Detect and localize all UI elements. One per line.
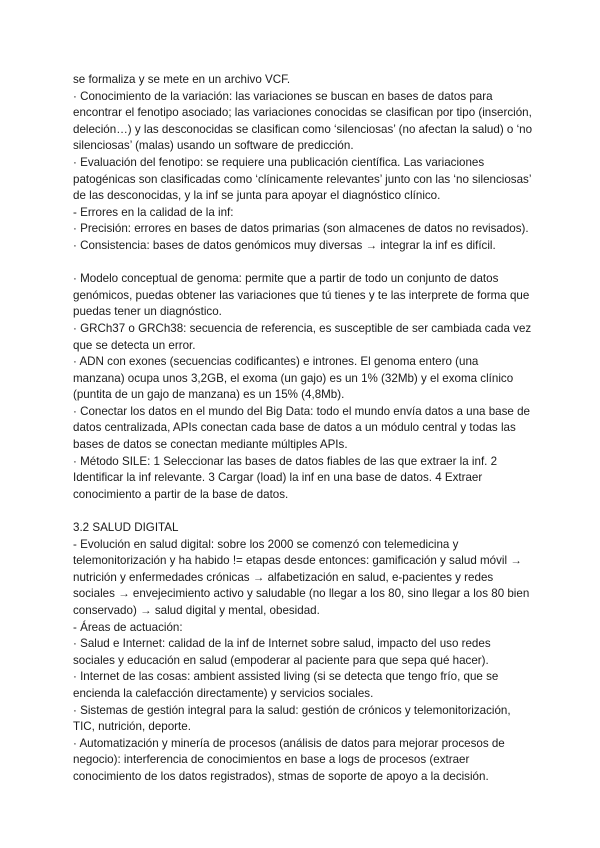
paragraph: · Método SILE: 1 Seleccionar las bases de datos fiables de las que extraer la inf. 2 Identificar la inf relevante. 3 Cargar (load) la inf en una base de datos. 4 Extraer conocimiento a partir de la base de datos. — [73, 454, 501, 501]
paragraph: - Áreas de actuación: — [73, 620, 183, 634]
section-heading: 3.2 SALUD DIGITAL — [73, 521, 179, 535]
section-variant-analysis — [73, 72, 536, 255]
paragraph: · GRCh37 o GRCh38: secuencia de referencia, es susceptible de ser cambiada cada vez que se detecta un error. — [73, 321, 535, 352]
section-digital-health — [73, 520, 533, 786]
paragraph: · Internet de las cosas: ambient assisted living (si se detecta que tengo frío, que se encienda la calefacción directamente) y servicios sociales. — [73, 670, 502, 700]
paragraph: · Consistencia: bases de datos genómicos muy diversas → integrar la inf es difícil. — [73, 238, 496, 252]
paragraph-gap — [73, 255, 533, 272]
paragraph: - Errores en la calidad de la inf: — [73, 205, 234, 219]
paragraph: · Automatización y minería de procesos (análisis de datos para mejorar procesos de negocio): interferencia de conocimientos en base a logs de procesos (extraer conocimiento de los datos registrados), stmas de soporte de apoyo a la decisión. — [73, 736, 508, 783]
paragraph: · Salud e Internet: calidad de la inf de Internet sobre salud, impacto del uso redes sociales y educación en salud (empoderar al paciente para que sepa qué hacer). — [73, 637, 494, 667]
paragraph: - Evolución en salud digital: sobre los 2000 se comenzó con telemedicina y telemonitorización y ha habido != etapas desde entonces: gamificación y salud móvil → nutrición y enfermedades crónicas → alfabetización en salud, e-pacientes y redes sociales → envejecimiento activo y saludable (no llegar a los 80, sino llegar a los 80 bien conservado) → salud digital y mental, obesidad. — [73, 537, 533, 617]
paragraph: · Sistemas de gestión integral para la salud: gestión de crónicos y telemonitorización, TIC, nutrición, deporte. — [73, 703, 514, 734]
document-body — [73, 72, 536, 786]
paragraph: se formaliza y se mete en un archivo VCF. — [73, 73, 291, 86]
paragraph: · Conectar los datos en el mundo del Big Data: todo el mundo envía datos a una base de datos centralizada, APIs conectan cada base de datos a un módulo central y todas las bases de datos se conectan mediante múltiples APIs. — [73, 404, 534, 452]
paragraph: · Conocimiento de la variación: las variaciones se buscan en bases de datos para encontrar el fenotipo asociado; las variaciones conocidas se clasifican por tipo (inserción, deleción…) y las desconocidas se clasifican como ‘silenciosas’ (no afectan la salud) o ‘no silenciosas’ (malas) usando un software de predicción. — [73, 89, 536, 153]
section-genome-model — [73, 271, 533, 503]
paragraph: · ADN con exones (secuencias codificantes) e intrones. El genoma entero (una manzana) ocupa unos 3,2GB, el exoma (un gajo) es un 1% (32Mb) y el exoma clínico (puntita de un gajo de manzana) es un 15% (4,8Mb). — [73, 355, 517, 402]
paragraph: · Precisión: errores en bases de datos primarias (son almacenes de datos no revisados). — [73, 222, 529, 236]
paragraph-gap — [73, 503, 533, 520]
paragraph: · Evaluación del fenotipo: se requiere una publicación científica. Las variaciones patogénicas son clasificadas como ‘clínicamente relevantes’ junto con las ‘no silenciosas’ de las desconocidas, y la inf se junta para apoyar el diagnóstico clínico. — [73, 155, 535, 203]
paragraph: · Modelo conceptual de genoma: permite que a partir de todo un conjunto de datos genómicos, puedas obtener las variaciones que tú tienes y te las interprete de forma que puedas tener un diagnóstico. — [73, 272, 533, 319]
